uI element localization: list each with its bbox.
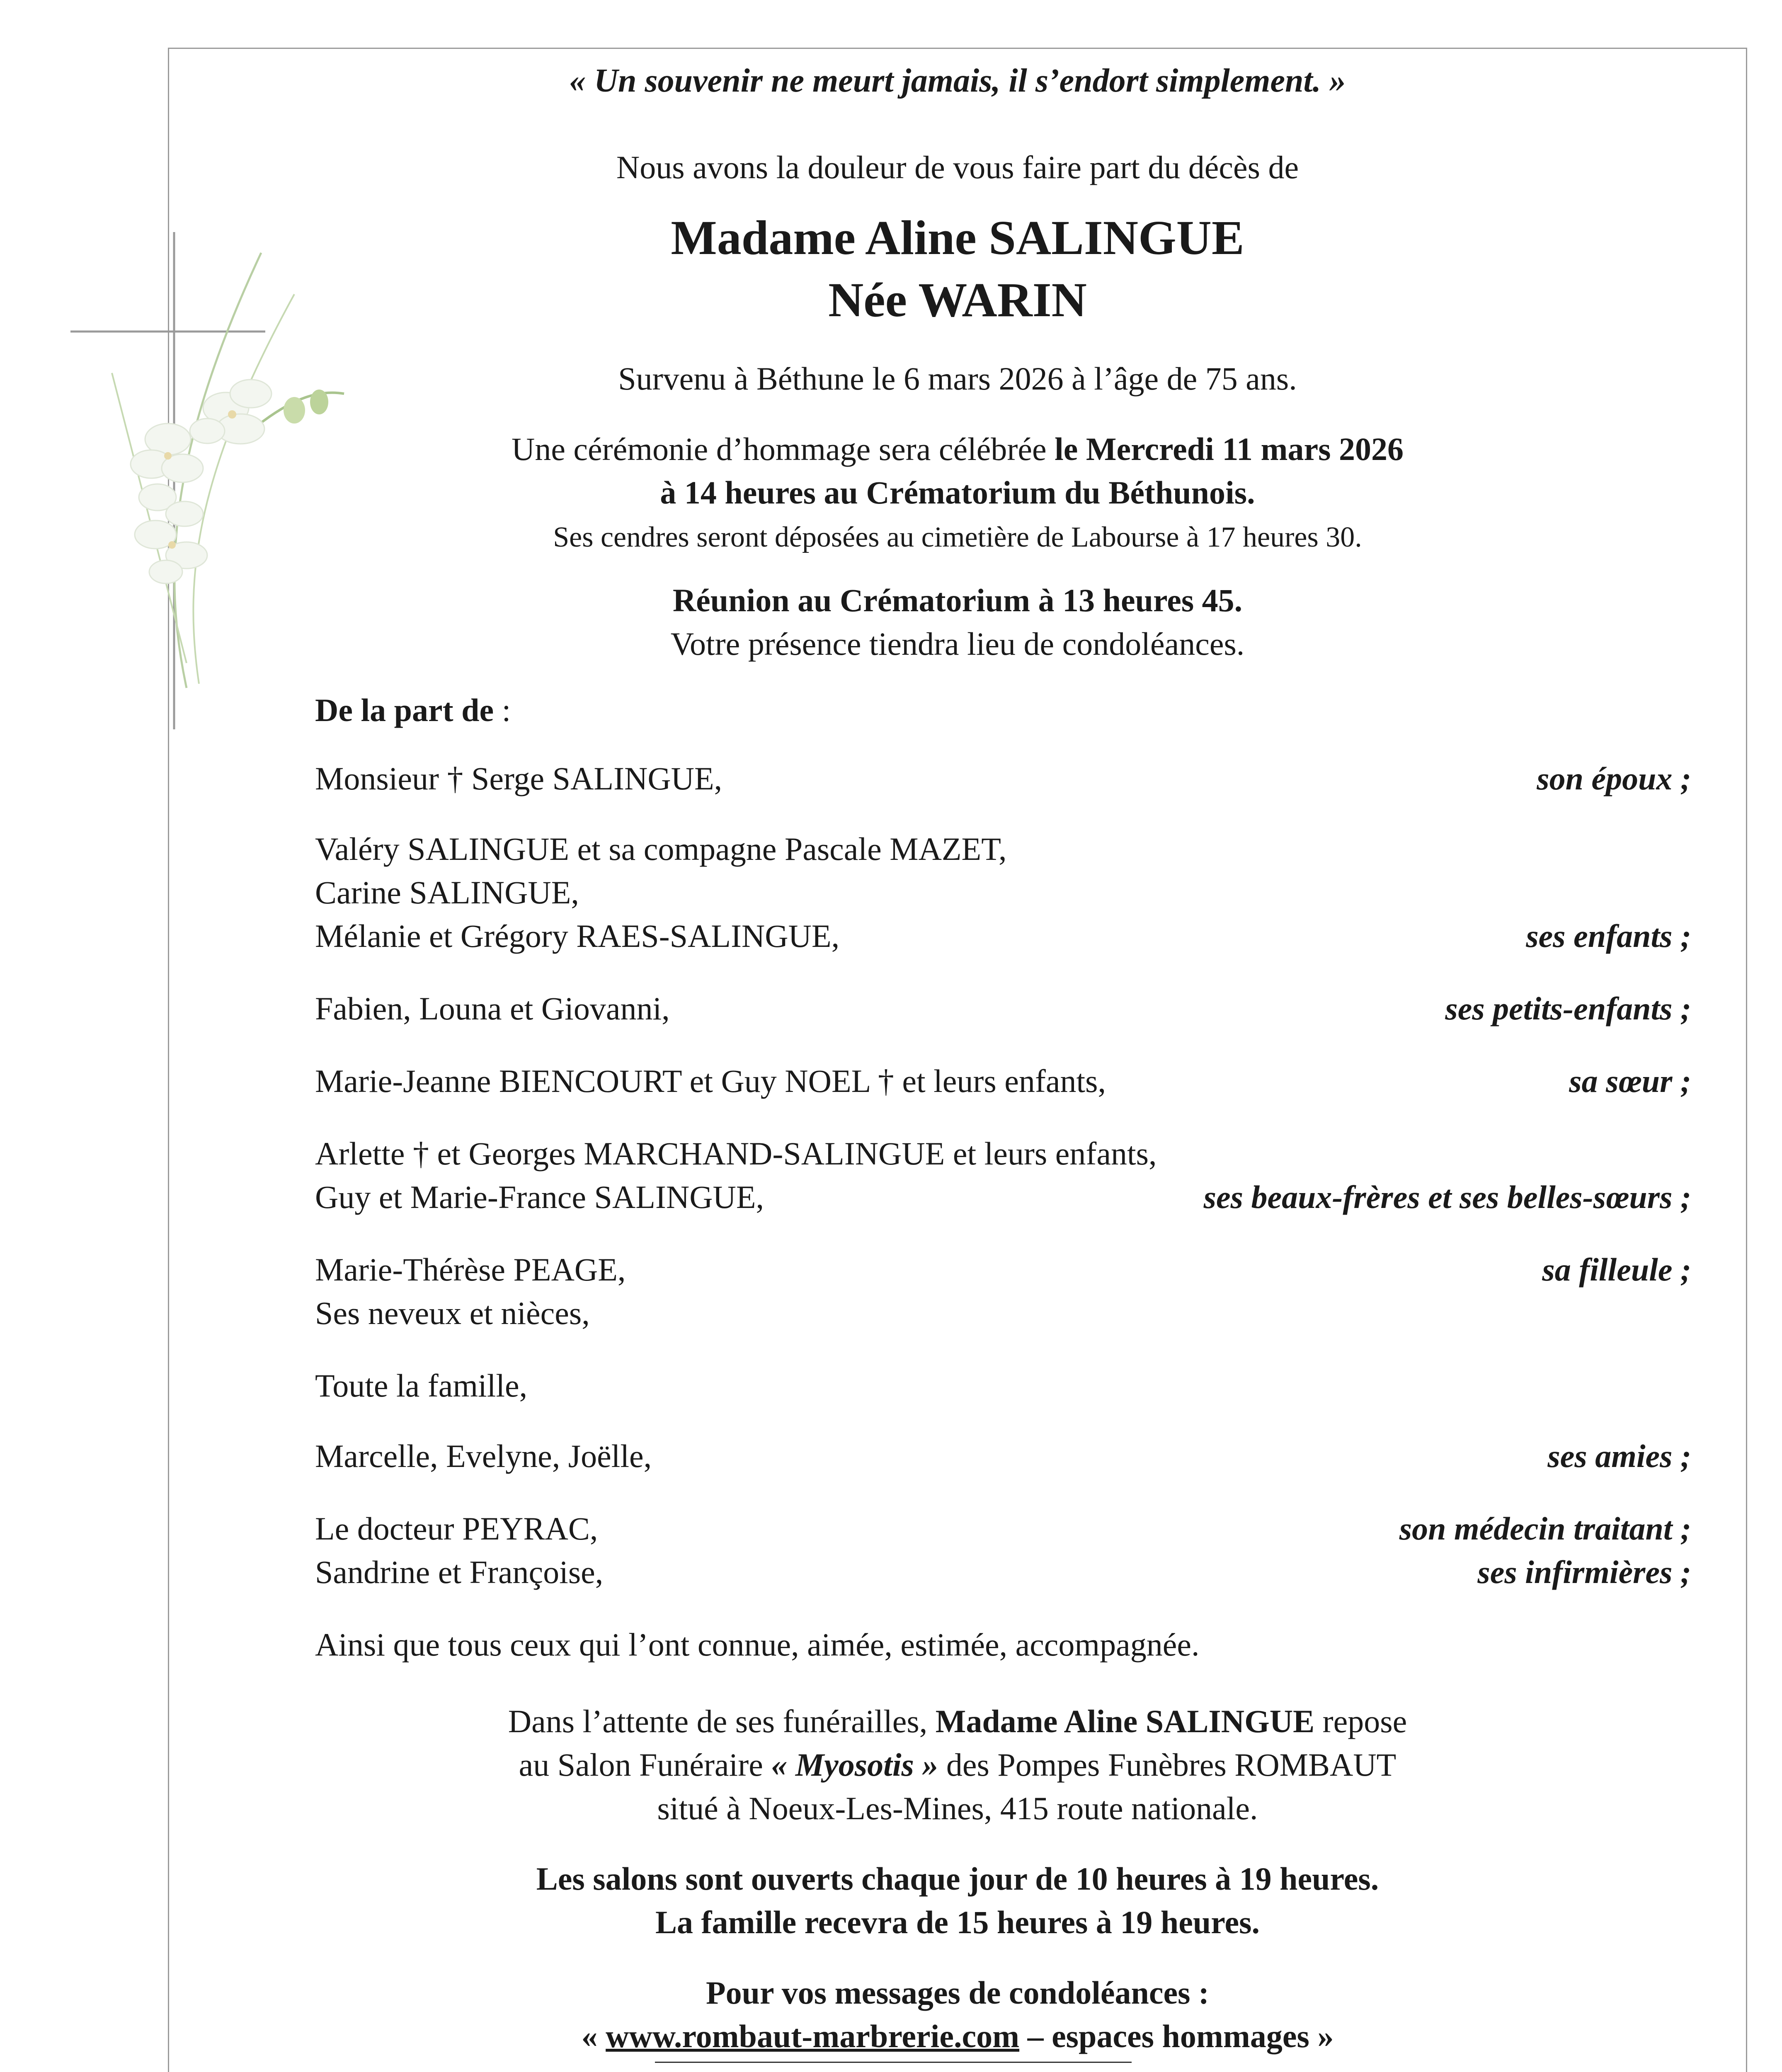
ceremony-line-2: à 14 heures au Crématorium du Béthunois.	[660, 474, 1255, 511]
family-relation: sa sœur ;	[1569, 1063, 1691, 1099]
maiden-name: Née WARIN	[828, 273, 1087, 327]
ceremony-line-1	[168, 427, 1747, 472]
death-notice: Survenu à Béthune le 6 mars 2026 à l’âge de 75 ans.	[618, 361, 1297, 397]
messages-open: «	[581, 2018, 606, 2054]
family-name: Marcelle, Evelyne, Joëlle,	[315, 1438, 652, 1474]
rest-text: repose	[1314, 1703, 1407, 1739]
website-link[interactable]: www.rombaut-marbrerie.com	[606, 2018, 1020, 2054]
rest-line-3: situé à Noeux-Les-Mines, 415 route nationale.	[657, 1790, 1258, 1826]
messages-rest: – espaces hommages »	[1019, 2018, 1334, 2054]
family-name: Mélanie et Grégory RAES-SALINGUE,	[315, 918, 840, 954]
meeting-line-2: Votre présence tiendra lieu de condoléances.	[670, 626, 1245, 662]
family-name: Ses neveux et nièces,	[315, 1295, 590, 1331]
family-relation: ses infirmières ;	[1477, 1554, 1691, 1590]
meeting-line-1: Réunion au Crématorium à 13 heures 45.	[672, 582, 1243, 618]
family-relation: ses petits-enfants ;	[1445, 990, 1691, 1026]
family-relation: ses enfants ;	[1526, 918, 1691, 954]
family-relation: ses amies ;	[1547, 1438, 1691, 1474]
rest-text: des Pompes Funèbres ROMBAUT	[938, 1747, 1397, 1783]
family-name: Valéry SALINGUE et sa compagne Pascale MAZET,	[315, 831, 1007, 867]
from-label: De la part de	[315, 692, 494, 728]
rest-name: Madame Aline SALINGUE	[935, 1703, 1315, 1739]
ceremony-date: le Mercredi 11 mars 2026	[1055, 431, 1404, 467]
family-relation: son médecin traitant ;	[1399, 1510, 1691, 1547]
closing-text: Ainsi que tous ceux qui l’ont connue, aimée, estimée, accompagnée.	[315, 1627, 1200, 1663]
rest-text: au Salon Funéraire	[519, 1747, 771, 1783]
deceased-name: Madame Aline SALINGUE	[671, 211, 1244, 265]
family-name: Fabien, Louna et Giovanni,	[315, 990, 670, 1026]
family-relation: son époux ;	[1537, 760, 1691, 796]
rest-line-1	[168, 1699, 1747, 1744]
family-name: Monsieur † Serge SALINGUE,	[315, 760, 722, 796]
epigraph-quote: « Un souvenir ne meurt jamais, il s’endort simplement. »	[569, 63, 1346, 99]
family-name: Guy et Marie-France SALINGUE,	[315, 1179, 764, 1215]
intro-text: Nous avons la douleur de vous faire part du décès de	[616, 149, 1299, 185]
messages-heading: Pour vos messages de condoléances :	[706, 1975, 1209, 2011]
from-colon: :	[494, 692, 511, 728]
hours-line-2: La famille recevra de 15 heures à 19 heures.	[655, 1904, 1260, 1940]
family-name: Toute la famille,	[315, 1368, 528, 1404]
ceremony-line-1-regular: Une cérémonie d’hommage sera célébrée	[511, 431, 1055, 467]
family-name: Le docteur PEYRAC,	[315, 1510, 598, 1547]
ceremony-line-3: Ses cendres seront déposées au cimetière de Labourse à 17 heures 30.	[553, 521, 1362, 553]
family-name: Sandrine et Françoise,	[315, 1554, 604, 1590]
rest-text: Dans l’attente de ses funérailles,	[508, 1703, 936, 1739]
family-name: Arlette † et Georges MARCHAND-SALINGUE et leurs enfants,	[315, 1135, 1157, 1172]
family-name: Marie-Thérèse PEAGE,	[315, 1251, 626, 1288]
hours-line-1: Les salons sont ouverts chaque jour de 10 heures à 19 heures.	[536, 1861, 1379, 1897]
salon-name: « Myosotis »	[771, 1747, 938, 1783]
messages-line	[168, 2014, 1747, 2059]
footer-divider	[655, 2062, 1132, 2063]
family-name: Marie-Jeanne BIENCOURT et Guy NOEL † et leurs enfants,	[315, 1063, 1106, 1099]
family-relation: sa filleule ;	[1542, 1251, 1691, 1288]
rest-line-2	[168, 1743, 1747, 1787]
family-name: Carine SALINGUE,	[315, 874, 579, 910]
family-relation: ses beaux-frères et ses belles-sœurs ;	[1203, 1179, 1691, 1215]
